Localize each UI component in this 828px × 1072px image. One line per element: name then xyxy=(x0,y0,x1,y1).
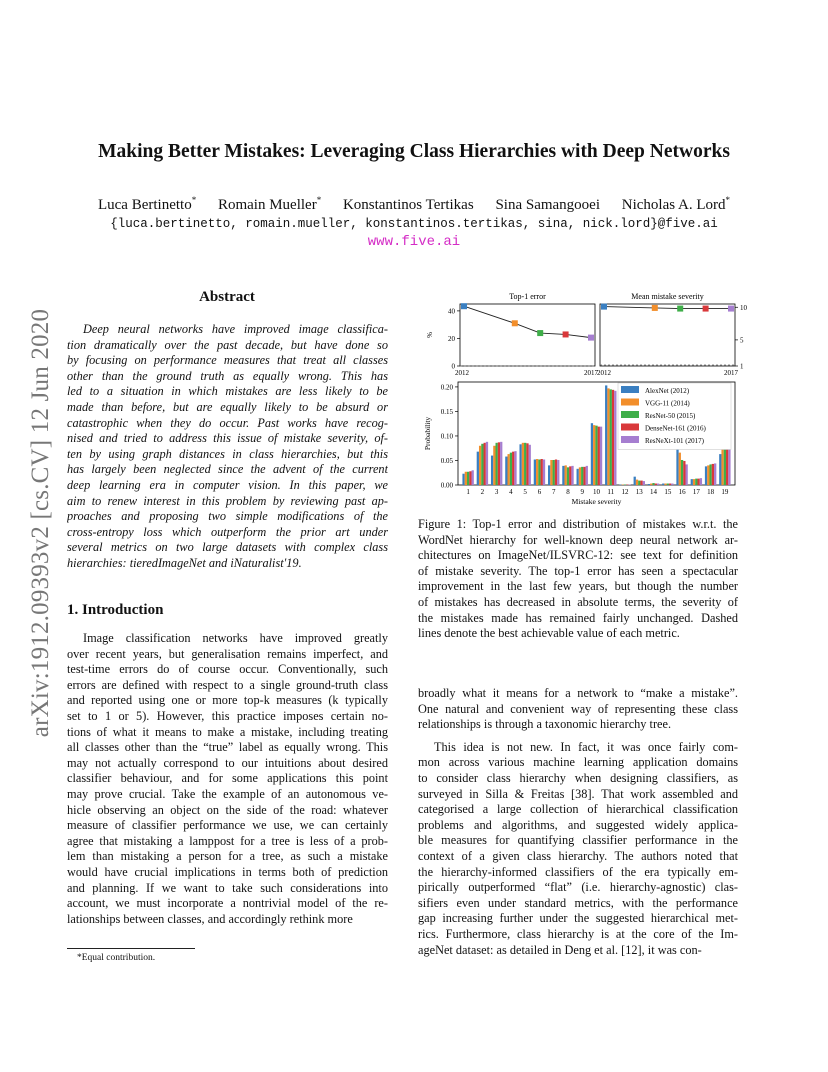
author: Sina Samangooei xyxy=(495,197,601,213)
bar xyxy=(721,449,723,485)
text-line: problems and algorithms, and suggested widely applica- xyxy=(418,817,738,832)
bar-x-tick-label: 7 xyxy=(551,488,556,496)
bar xyxy=(612,390,614,485)
bar-x-tick-label: 6 xyxy=(537,488,542,496)
legend-swatch xyxy=(621,399,639,406)
arxiv-sidebar xyxy=(26,288,56,758)
text-line: by focusing on performance measures that treat all classes xyxy=(67,353,388,368)
bar xyxy=(581,467,583,485)
bar-x-tick-label: 15 xyxy=(664,488,672,496)
bar xyxy=(548,465,550,485)
bar xyxy=(477,452,479,485)
bar xyxy=(505,457,507,485)
text-line: gap increasing further under the suggested hierarchical met- xyxy=(418,911,738,926)
bar xyxy=(676,447,678,485)
author: Luca Bertinetto* xyxy=(97,195,197,213)
bar xyxy=(693,479,695,485)
paper-title: Making Better Mistakes: Leveraging Class Hierarchies with Deep Networks xyxy=(98,141,730,162)
top1-y-axis-label: % xyxy=(426,332,434,338)
bar-y-tick-label: 0.20 xyxy=(440,383,453,392)
text-line: other than the ground truth as equally wrong. This has xyxy=(67,368,388,383)
author: Romain Mueller* xyxy=(217,195,322,213)
severity-point-marker xyxy=(601,304,607,310)
legend-label: AlexNet (2012) xyxy=(645,387,690,395)
footnote: *Equal contribution. xyxy=(77,953,156,963)
bar xyxy=(498,442,500,485)
severity-point-marker xyxy=(703,306,709,312)
text-line: categorised a large collection of hierarchical classification xyxy=(418,802,738,817)
bar xyxy=(705,466,707,485)
bar xyxy=(569,466,571,485)
text-line: classifier behaviour, and for some applications this point xyxy=(67,771,388,786)
bar xyxy=(709,464,711,485)
footnote-rule xyxy=(67,948,195,949)
text-line: chitectures on ImageNet/ILSVRC-12: see text for definition xyxy=(418,548,738,563)
bar xyxy=(514,451,516,485)
bar-x-tick-label: 13 xyxy=(635,488,643,496)
bar xyxy=(598,427,600,485)
bar xyxy=(583,467,585,485)
bar xyxy=(579,467,581,485)
text-line: broadly what it means for a network to “make a mistake”. xyxy=(418,686,738,700)
bar xyxy=(607,388,609,485)
text-line: led to a situation in which mistakes are less likely to be xyxy=(67,384,388,399)
bar-y-tick-label: 0.05 xyxy=(440,456,453,465)
severity-trend-line xyxy=(604,307,731,309)
text-line: Figure 1: Top-1 error and distribution of mistakes w.r.t. the xyxy=(418,517,738,531)
bar xyxy=(695,479,697,485)
top1-y-tick-label: 40 xyxy=(448,307,455,316)
bar-x-tick-label: 11 xyxy=(607,488,615,496)
text-line: One natural and convenient way of representing these class xyxy=(418,701,738,716)
bar xyxy=(652,483,654,485)
abstract-body xyxy=(67,322,388,572)
top1-point-marker xyxy=(537,330,543,336)
bar xyxy=(534,459,536,485)
severity-point-marker xyxy=(728,306,734,312)
figure-caption xyxy=(418,517,738,642)
bar-x-tick-label: 2 xyxy=(480,488,485,496)
severity-y-tick-label: 5 xyxy=(740,336,744,345)
severity-title: Mean mistake severity xyxy=(631,292,704,301)
bar xyxy=(724,448,726,485)
severity-point-marker xyxy=(652,305,658,311)
top1-point-marker xyxy=(512,320,518,326)
top1-x-tick-label: 2017 xyxy=(584,369,598,377)
bar xyxy=(662,484,664,485)
text-line: lationships between classes, and accordingly rethink more xyxy=(67,911,353,926)
bar xyxy=(491,456,493,485)
bar xyxy=(681,460,683,485)
text-line: relationships is through a taxonomic hierarchy tree. xyxy=(418,717,672,732)
text-line: ten by using graph distances in class hierarchies, but this xyxy=(67,446,388,461)
legend-label: ResNet-50 (2015) xyxy=(645,412,696,420)
bar-x-tick-label: 12 xyxy=(621,488,629,496)
bar xyxy=(577,469,579,485)
legend-label: ResNeXt-101 (2017) xyxy=(645,437,704,445)
top1-x-tick-label: 2012 xyxy=(455,369,469,377)
text-line: rics. Furthermore, class hierarchy is at the core of the Im- xyxy=(418,926,738,941)
bar-y-tick-label: 0.10 xyxy=(440,432,453,441)
bar xyxy=(500,442,502,485)
legend-label: DenseNet-161 (2016) xyxy=(645,424,706,433)
bar xyxy=(493,446,495,485)
text-line: has largely been neglected since the advent of the current xyxy=(67,462,388,477)
bar xyxy=(541,459,543,485)
legend-label: VGG-11 (2014) xyxy=(645,399,690,408)
bar-x-tick-label: 17 xyxy=(692,488,700,496)
bar xyxy=(538,459,540,485)
website-link[interactable]: www.five.ai xyxy=(367,234,461,250)
bar xyxy=(679,453,681,485)
text-line: cross-entropy loss which outperform the prior art under xyxy=(67,524,388,539)
top1-y-tick-label: 20 xyxy=(448,334,455,343)
text-line: several metrics on two large datasets with complex class xyxy=(67,540,388,555)
bar-x-tick-label: 1 xyxy=(466,488,470,496)
bar xyxy=(550,460,552,485)
author: Konstantinos Tertikas xyxy=(342,197,474,213)
bar xyxy=(686,464,688,485)
legend-swatch xyxy=(621,436,639,443)
introduction-body xyxy=(67,631,388,927)
bar xyxy=(524,443,526,485)
bar xyxy=(610,389,612,485)
bar xyxy=(714,463,716,485)
bar xyxy=(591,423,593,485)
bar xyxy=(655,484,657,485)
text-line: sifiers even under standard metrics, with the performance xyxy=(418,895,738,910)
bar-x-tick-label: 5 xyxy=(523,488,527,496)
bar xyxy=(691,479,693,485)
bar xyxy=(529,445,531,485)
author: Nicholas A. Lord* xyxy=(621,195,730,213)
bar-y-tick-label: 0.00 xyxy=(440,481,453,490)
top1-point-marker xyxy=(461,303,467,309)
bar xyxy=(728,447,730,485)
text-line: over recent years, but generalisation remains imperfect, and xyxy=(67,646,388,661)
bar xyxy=(593,425,595,485)
legend-swatch xyxy=(621,411,639,418)
bar xyxy=(634,477,636,485)
severity-axes-frame xyxy=(600,304,735,366)
abstract-heading: Abstract xyxy=(199,289,255,305)
bar-x-tick-label: 16 xyxy=(678,488,686,496)
severity-point-marker xyxy=(677,306,683,312)
bar xyxy=(562,466,564,485)
bar xyxy=(522,443,524,485)
text-line: catastrophic when they do occur. Past works have recog- xyxy=(67,415,388,430)
text-line: hierarchies: tieredImageNet and iNaturalist'19. xyxy=(67,555,302,570)
bar xyxy=(543,459,545,485)
bar xyxy=(557,460,559,485)
text-line: would have crucial implications in terms both of prediction xyxy=(67,864,388,879)
bar xyxy=(496,443,498,485)
arxiv-id: arXiv:1912.09393v2 [cs.CV] 12 Jun 2020 xyxy=(27,308,54,738)
text-line: proaches and proposing two simple modifications of the xyxy=(67,509,388,524)
bar xyxy=(636,480,638,485)
bar xyxy=(555,459,557,485)
text-line: pirically outperformed “flat” (i.e. hierarchy-agnostic) clas- xyxy=(418,880,738,895)
bar xyxy=(726,447,728,485)
bar xyxy=(467,472,469,485)
bar xyxy=(671,484,673,485)
bar-x-tick-label: 10 xyxy=(593,488,600,496)
top1-point-marker xyxy=(563,331,569,337)
bar xyxy=(472,470,474,485)
text-line: and reported using one or more top-k measures (k typically xyxy=(67,693,388,708)
text-line: account, we must incorporate a nontrivial model of the re- xyxy=(67,896,388,911)
top1-axes-frame xyxy=(460,304,595,366)
bar xyxy=(512,452,514,485)
bar xyxy=(507,454,509,485)
bar xyxy=(519,444,521,485)
text-line: of mistakes has decreased in absolute terms, the severity of xyxy=(418,594,738,609)
bar xyxy=(605,385,607,485)
bar xyxy=(486,442,488,485)
text-line: agree that mistaking a lamppost for a tree is less of a prob- xyxy=(67,833,388,848)
bar xyxy=(648,484,650,485)
bar-y-axis-label: Probability xyxy=(423,416,432,451)
legend-swatch xyxy=(621,424,639,431)
text-line: mon across various machine learning application domains xyxy=(418,755,738,770)
bar xyxy=(469,471,471,485)
section-heading-introduction: 1. Introduction xyxy=(67,602,164,618)
severity-y-tick-label: 1 xyxy=(740,362,744,371)
legend-swatch xyxy=(621,386,639,393)
top1-title: Top-1 error xyxy=(509,292,546,301)
bar-x-axis-label: Mistake severity xyxy=(571,497,622,506)
text-line: lem than mistaking a person for a tree, as such a mistake xyxy=(67,849,388,864)
author-emails: {luca.bertinetto, romain.mueller, konstantinos.tertikas, sina, nick.lord}@five.ai xyxy=(110,217,718,231)
text-line: the hierarchy-informed classifiers of the era typically em- xyxy=(418,864,738,879)
bar xyxy=(614,391,616,485)
bar xyxy=(700,478,702,485)
text-line: of mistake severity. The top-1 error has seen a spectacular xyxy=(418,563,738,578)
text-line: lines denote the best achievable value of each metric. xyxy=(418,626,680,641)
bar xyxy=(484,443,486,485)
text-line: ageNet dataset: as detailed in Deng et al. [12], it was con- xyxy=(418,942,702,957)
bar xyxy=(650,484,652,485)
bar xyxy=(481,444,483,485)
text-line: tions of what it means to make a mistake, including treating xyxy=(67,724,388,739)
text-line: all classes other than the “true” label as equally wrong. This xyxy=(67,740,388,755)
bar xyxy=(657,484,659,485)
bar-y-tick-label: 0.15 xyxy=(440,407,453,416)
text-line: surveyed in Silla & Freitas [38]. That work assembled and xyxy=(418,786,738,801)
bar xyxy=(664,484,666,485)
top1-point-marker xyxy=(588,335,594,341)
text-line: to consider class hierarchy when designing classifiers, as xyxy=(418,770,738,785)
bar xyxy=(667,484,669,485)
bar-x-tick-label: 9 xyxy=(580,488,584,496)
text-line: context of a given class hierarchy. The authors noted that xyxy=(418,848,738,863)
bar xyxy=(697,479,699,485)
bar-x-tick-label: 19 xyxy=(721,488,729,496)
text-line: Image classification networks have improved greatly xyxy=(83,631,388,645)
bar xyxy=(638,481,640,485)
bar xyxy=(553,460,555,485)
bar xyxy=(719,454,721,485)
bar xyxy=(526,443,528,485)
bar-x-tick-label: 18 xyxy=(707,488,715,496)
bar xyxy=(683,461,685,485)
text-line: hicle observing an object on the side of the road: whatever xyxy=(67,802,388,817)
bar-x-tick-label: 3 xyxy=(494,488,499,496)
bar-x-tick-label: 14 xyxy=(650,488,658,496)
text-line: test-time errors do of course occur. Conventionally, such xyxy=(67,662,388,677)
text-line: WordNet hierarchy for well-known deep neural network ar- xyxy=(418,532,738,547)
bar-x-tick-label: 4 xyxy=(509,488,513,496)
text-line: may prove crucial. Take the example of an autonomous ve- xyxy=(67,786,388,801)
text-line: set to 1 or 5). However, this practice imposes certain no- xyxy=(67,708,388,723)
bar xyxy=(536,459,538,485)
figure-1-chart xyxy=(418,286,752,512)
bar xyxy=(595,426,597,485)
bar xyxy=(640,481,642,485)
bar xyxy=(643,481,645,485)
text-line: and planning. If we want to take such considerations into xyxy=(67,880,388,895)
text-line: tion dramatically over the past decade, but have done so xyxy=(67,337,388,352)
bar xyxy=(712,464,714,485)
severity-x-tick-label: 2017 xyxy=(724,369,738,377)
severity-y-tick-label: 10 xyxy=(740,303,747,312)
text-line: This idea is not new. In fact, it was once fairly com- xyxy=(434,739,738,754)
author-list xyxy=(0,195,828,214)
text-line: Deep neural networks have improved image classifica- xyxy=(83,322,388,336)
bar xyxy=(600,427,602,485)
right-column-body xyxy=(418,686,738,958)
text-line: errors are defined with respect to a single ground-truth class xyxy=(67,677,388,692)
bar xyxy=(707,465,709,485)
bar xyxy=(565,465,567,485)
bar xyxy=(567,467,569,485)
bar xyxy=(571,466,573,485)
text-line: made than before, but are equally likely to be absurd or xyxy=(67,399,388,414)
bar xyxy=(479,446,481,485)
text-line: nised and tried to address this issue of mistake severity, of- xyxy=(67,431,388,446)
text-line: the mistakes made has remained fairly unchanged. Dashed xyxy=(418,610,738,625)
top1-trend-line xyxy=(464,306,591,337)
text-line: improvement in the last few years, but though the number xyxy=(418,579,738,594)
text-line: aim to renew interest in this problem by reviewing past ap- xyxy=(67,493,388,508)
bar xyxy=(462,474,464,485)
top1-y-tick-label: 0 xyxy=(451,362,455,371)
bar xyxy=(510,453,512,485)
text-line: measure of classifier performance we use, we can certainly xyxy=(67,818,388,833)
bar xyxy=(586,466,588,485)
bar xyxy=(465,472,467,485)
bar xyxy=(669,484,671,485)
text-line: may not actually correspond to our intuitions about desired xyxy=(67,755,388,770)
text-line: ble measures for quantifying classifier performance in the xyxy=(418,833,738,848)
text-line: deep learning era in computer vision. In this paper, we xyxy=(67,477,388,492)
bar-x-tick-label: 8 xyxy=(566,488,570,496)
severity-x-tick-label: 2012 xyxy=(597,369,611,377)
